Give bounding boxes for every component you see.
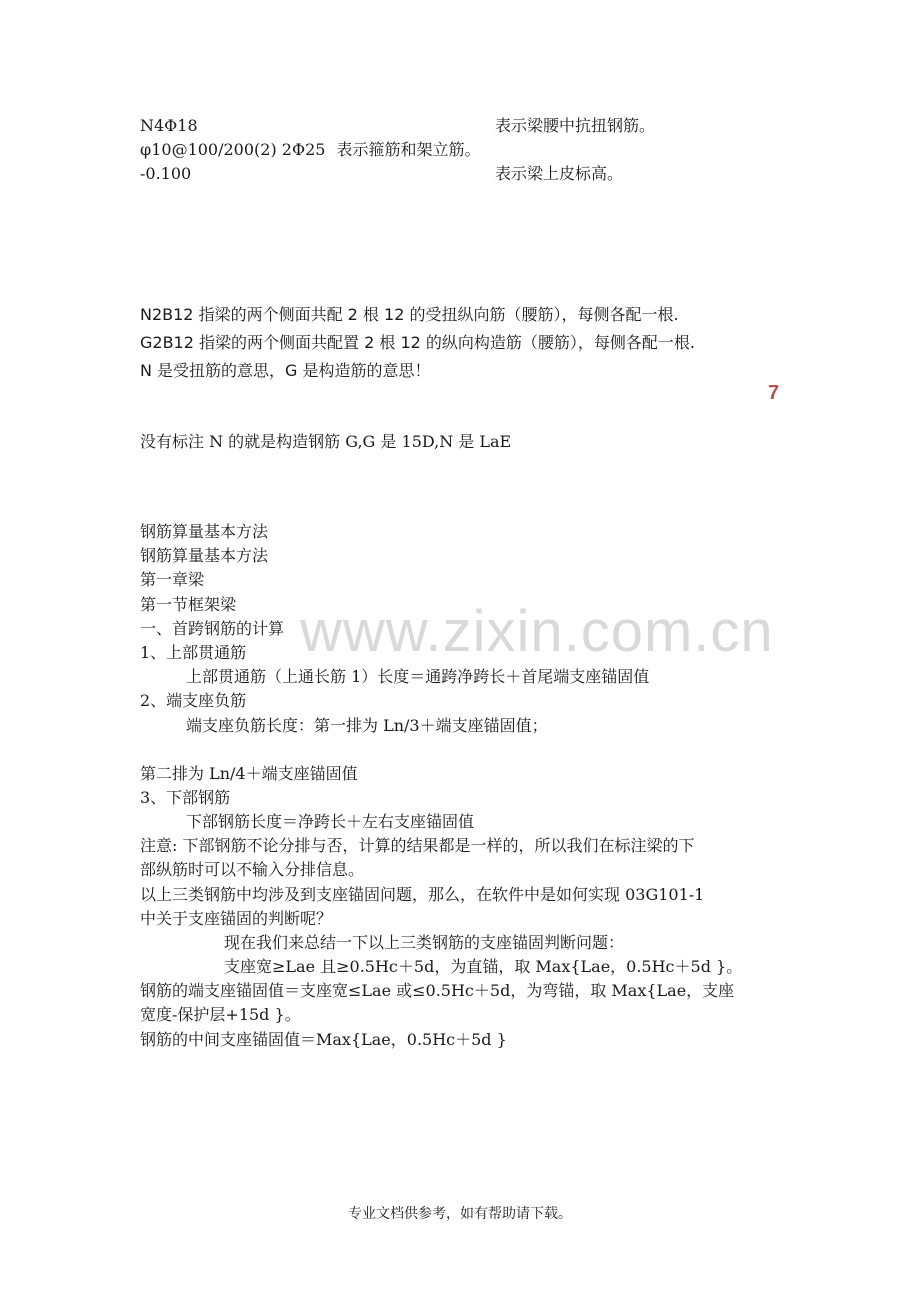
item-title: 1、上部贯通筋 [140, 643, 247, 662]
paragraph-line: 端支座负筋长度：第一排为 Ln/3＋端支座锚固值； [186, 716, 548, 735]
heading-line: 钢筋算量基本方法 [140, 546, 269, 565]
beam-note-row [140, 162, 624, 186]
item-title: 2、端支座负筋 [140, 691, 247, 710]
paragraph-line: 宽度-保护层+15d }。 [140, 1005, 301, 1024]
paragraph-line: 注意: 下部钢筋不论分排与否，计算的结果都是一样的，所以我们在标注梁的下 [140, 836, 695, 855]
item-title: 3、下部钢筋 [140, 788, 231, 807]
desc-text: 表示梁腰中抗扭钢筋。 [495, 116, 656, 135]
paragraph-line: 现在我们来总结一下以上三类钢筋的支座锚固判断问题： [224, 933, 625, 952]
paragraph-line: 第二排为 Ln/4＋端支座锚固值 [140, 764, 358, 783]
paragraph-line: 下部钢筋长度＝净跨长＋左右支座锚固值 [186, 812, 475, 831]
desc-text: 表示梁上皮标高。 [495, 164, 624, 183]
paragraph-line: 上部贯通筋（上通长筋 1）长度＝通跨净跨长＋首尾端支座锚固值 [186, 667, 650, 686]
paragraph-line: 没有标注 N 的就是构造钢筋 G,G 是 15D,N 是 LaE [140, 432, 512, 451]
heading-line: 钢筋算量基本方法 [140, 522, 269, 541]
paragraph-line: 钢筋的端支座锚固值＝支座宽≤Lae 或≤0.5Hc＋5d，为弯锚，取 Max{Lae，支座 [140, 981, 735, 1000]
paragraph-line: 以上三类钢筋中均涉及到支座锚固问题，那么，在软件中是如何实现 03G101-1 [140, 885, 705, 904]
code-text: φ10@100/200(2) 2Φ25 [140, 140, 326, 159]
note-line: N2B12 指梁的两个侧面共配 2 根 12 的受扭纵向筋（腰筋），每侧各配一根. [140, 305, 679, 324]
chapter-title: 第一章梁 [140, 570, 205, 589]
section-title: 第一节框架梁 [140, 595, 237, 614]
watermark-text: www.zixin.com.cn [300, 599, 774, 664]
code-text: -0.100 [140, 164, 192, 183]
paragraph-line: 部纵筋时可以不输入分排信息。 [140, 860, 365, 879]
code-text: N4Φ18 [140, 116, 198, 135]
subsection-title: 一、首跨钢筋的计算 [140, 619, 285, 638]
note-line: G2B12 指梁的两个侧面共配置 2 根 12 的纵向构造筋（腰筋），每侧各配一根. [140, 333, 695, 352]
beam-note-row [140, 138, 481, 162]
page-number: 7 [768, 382, 780, 404]
paragraph-line: 中关于支座锚固的判断呢？ [140, 909, 333, 928]
paragraph-line: 支座宽≥Lae 且≥0.5Hc＋5d，为直锚，取 Max{Lae，0.5Hc＋5d }。 [224, 957, 743, 976]
page-footer: 专业文档供参考，如有帮助请下载。 [348, 1206, 572, 1222]
beam-note-row [140, 114, 656, 138]
desc-text: 表示箍筋和架立筋。 [336, 140, 481, 159]
paragraph-line: 钢筋的中间支座锚固值＝Max{Lae，0.5Hc＋5d } [140, 1030, 507, 1049]
note-line: N 是受扭筋的意思，G 是构造筋的意思！ [140, 361, 431, 380]
